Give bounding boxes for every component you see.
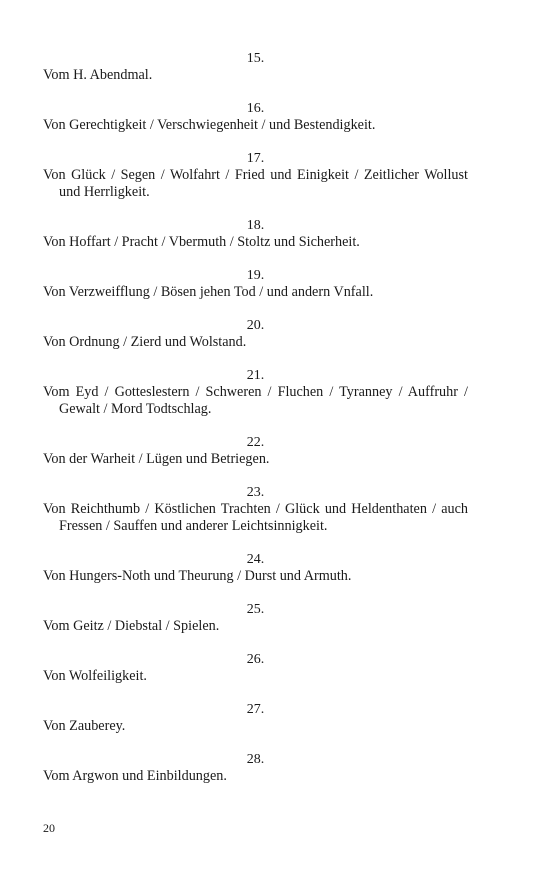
section-19 xyxy=(43,267,468,301)
section-title: Von Glück / Segen / Wolfahrt / Fried und Einigkeit / Zeitlicher Wollust und Herrligkeit. xyxy=(43,167,468,200)
section-title: Von Reichthumb / Köstlichen Trachten / Glück und Heldenthaten / auch Fressen / Sauffen und anderer Leichtsinnigkeit. xyxy=(43,501,468,534)
section-number: 15. xyxy=(246,51,265,66)
section-number: 16. xyxy=(246,101,265,116)
section-title: Von Verzweifflung / Bösen jehen Tod / und andern Vnfall. xyxy=(43,284,374,300)
section-number: 24. xyxy=(246,552,265,567)
section-title: Vom H. Abendmal. xyxy=(43,67,153,83)
section-number: 19. xyxy=(246,268,265,283)
section-25 xyxy=(43,601,468,635)
section-title: Vom Eyd / Gotteslestern / Schweren / Fluchen / Tyranney / Auffruhr / Gewalt / Mord Todtschlag. xyxy=(43,384,468,417)
section-22 xyxy=(43,434,468,468)
section-24 xyxy=(43,551,468,585)
section-number: 27. xyxy=(246,702,265,717)
section-20 xyxy=(43,317,468,351)
section-number: 17. xyxy=(246,151,265,166)
section-title: Von Gerechtigkeit / Verschwiegenheit / und Bestendigkeit. xyxy=(43,117,376,133)
section-number: 20. xyxy=(246,318,265,333)
section-number: 22. xyxy=(246,435,265,450)
section-26 xyxy=(43,651,468,685)
section-title: Von der Warheit / Lügen und Betriegen. xyxy=(43,451,270,467)
section-title: Von Hoffart / Pracht / Vbermuth / Stoltz und Sicherheit. xyxy=(43,234,360,250)
section-title: Von Zauberey. xyxy=(43,718,126,734)
section-title: Von Hungers-Noth und Theurung / Durst und Armuth. xyxy=(43,568,352,584)
section-27 xyxy=(43,701,468,735)
section-18 xyxy=(43,217,468,251)
section-28 xyxy=(43,751,468,785)
section-title: Vom Argwon und Einbildungen. xyxy=(43,768,227,784)
section-16 xyxy=(43,100,468,134)
section-23 xyxy=(43,484,468,535)
section-number: 25. xyxy=(246,602,265,617)
section-15 xyxy=(43,50,468,84)
section-number: 26. xyxy=(246,652,265,667)
table-of-contents xyxy=(43,50,468,801)
section-number: 18. xyxy=(246,218,265,233)
section-number: 23. xyxy=(246,485,265,500)
section-21 xyxy=(43,367,468,418)
section-17 xyxy=(43,150,468,201)
section-number: 28. xyxy=(246,752,265,767)
page-number: 20 xyxy=(43,821,55,835)
section-title: Von Ordnung / Zierd und Wolstand. xyxy=(43,334,247,350)
section-title: Vom Geitz / Diebstal / Spielen. xyxy=(43,618,220,634)
section-title: Von Wolfeiligkeit. xyxy=(43,668,147,684)
section-number: 21. xyxy=(246,368,265,383)
